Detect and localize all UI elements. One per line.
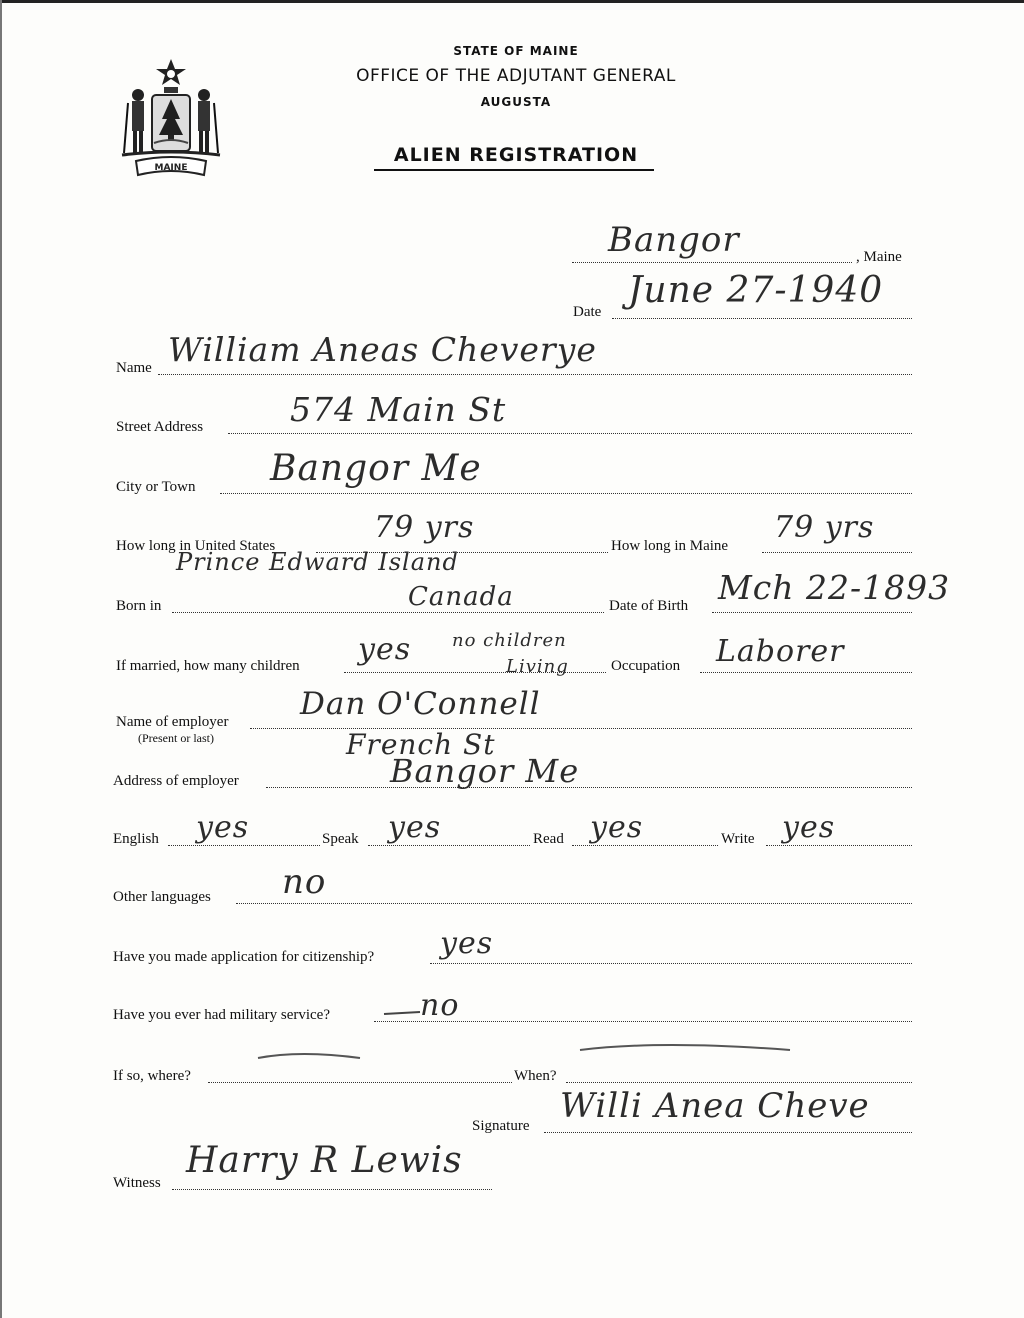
- city-label: City or Town: [116, 479, 196, 495]
- speak-label: Speak: [322, 831, 359, 847]
- employer-address-entry-1: French St: [346, 728, 496, 761]
- street-address-entry: 574 Main St: [290, 390, 507, 429]
- witness-line: [172, 1189, 492, 1190]
- military-entry: no: [420, 988, 460, 1023]
- form-title: ALIEN REGISTRATION: [393, 144, 639, 166]
- children-note-2: Living: [506, 656, 569, 677]
- if-so-where-label: If so, where?: [113, 1068, 191, 1084]
- street-address-label: Street Address: [116, 419, 204, 435]
- other-languages-entry: no: [282, 862, 327, 902]
- born-in-label: Born in: [116, 598, 162, 614]
- occupation-entry: Laborer: [716, 634, 845, 669]
- born-in-entry-line2: Canada: [408, 582, 514, 612]
- employer-note: (Present or last): [138, 731, 214, 745]
- employer-name-label: Name of employer: [116, 714, 229, 730]
- employer-address-entry-2: Bangor Me: [390, 752, 580, 790]
- header-state: STATE OF MAINE: [453, 44, 579, 58]
- place-entry: Bangor: [608, 220, 740, 260]
- military-dash: [384, 1012, 420, 1014]
- witness-label: Witness: [113, 1175, 161, 1191]
- employer-name-entry: Dan O'Connell: [300, 686, 541, 722]
- children-note-1: no children: [452, 630, 567, 651]
- military-label: Have you ever had military service?: [113, 1007, 330, 1023]
- header-office: OFFICE OF THE ADJUTANT GENERAL: [356, 66, 676, 86]
- where-line: [208, 1082, 512, 1083]
- when-line: [566, 1082, 912, 1083]
- married-children-entry: yes: [358, 632, 412, 667]
- write-label: Write: [721, 831, 755, 847]
- occupation-label: Occupation: [611, 658, 681, 674]
- header-city: AUGUSTA: [480, 95, 552, 109]
- city-entry: Bangor Me: [270, 448, 482, 489]
- how-long-us-entry: 79 yrs: [374, 510, 475, 545]
- how-long-us-label: How long in United States: [116, 538, 276, 554]
- citizenship-label: Have you made application for citizenship?: [113, 949, 375, 965]
- read-label: Read: [533, 831, 564, 847]
- maine-label: , Maine: [856, 249, 902, 265]
- speak-entry: yes: [388, 810, 442, 845]
- married-children-label: If married, how many children: [116, 658, 300, 674]
- svg-text:MAINE: MAINE: [154, 163, 188, 173]
- signature-entry: Willi Anea Cheve: [560, 1086, 870, 1126]
- how-long-maine-entry: 79 yrs: [774, 510, 875, 545]
- date-label: Date: [573, 304, 602, 320]
- citizenship-entry: yes: [440, 926, 494, 961]
- where-dash: [258, 1054, 360, 1058]
- date-of-birth-entry: Mch 22-1893: [718, 568, 951, 607]
- born-in-entry-line1: Prince Edward Island: [176, 548, 459, 576]
- how-long-maine-label: How long in Maine: [611, 538, 729, 554]
- date-entry: June 27-1940: [628, 270, 884, 311]
- name-label: Name: [116, 360, 152, 376]
- other-languages-label: Other languages: [113, 889, 211, 905]
- witness-entry: Harry R Lewis: [186, 1140, 463, 1181]
- date-of-birth-label: Date of Birth: [609, 598, 689, 614]
- signature-line: [544, 1132, 912, 1133]
- when-dash: [580, 1045, 790, 1050]
- name-entry: William Aneas Cheverye: [168, 330, 597, 369]
- signature-label: Signature: [472, 1118, 530, 1134]
- english-entry: yes: [196, 810, 250, 845]
- english-label: English: [113, 831, 159, 847]
- employer-address-label: Address of employer: [113, 773, 239, 789]
- read-entry: yes: [590, 810, 644, 845]
- write-entry: yes: [782, 810, 836, 845]
- when-label: When?: [514, 1068, 557, 1084]
